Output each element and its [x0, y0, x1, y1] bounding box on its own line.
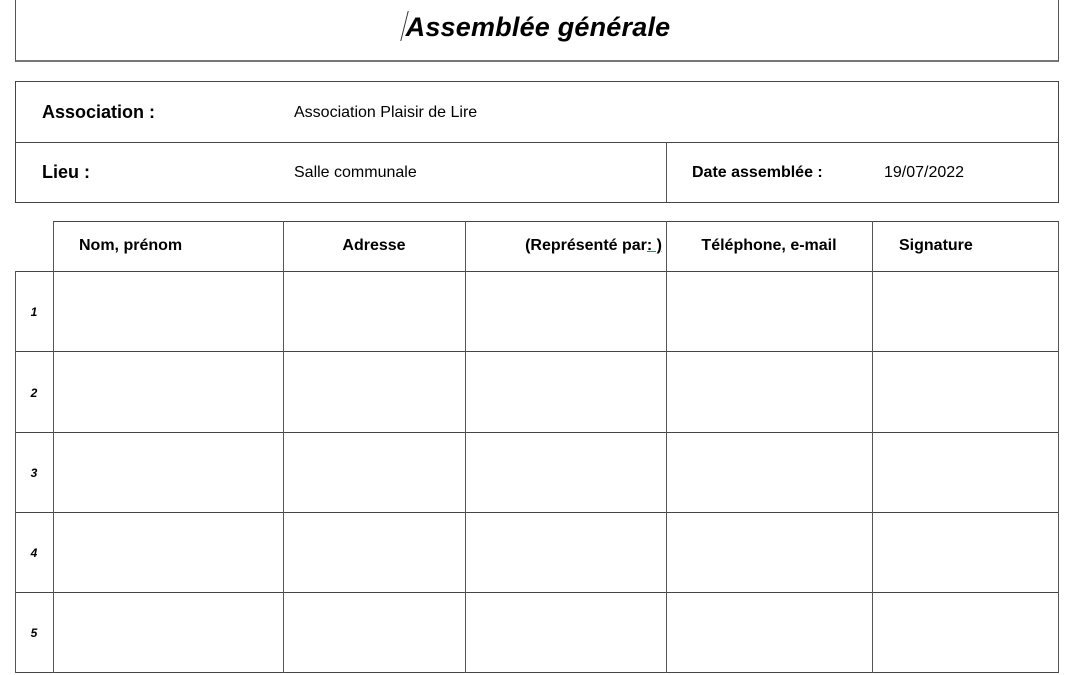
column-header-label: Nom, prénom: [79, 237, 183, 254]
association-value[interactable]: Association Plaisir de Lire: [294, 104, 478, 121]
table-bottom-border: [15, 672, 1059, 673]
table-cell-telephone[interactable]: [666, 271, 872, 351]
table-cell-signature[interactable]: [872, 592, 1058, 672]
row-number: 5: [30, 626, 38, 640]
lieu-label: Lieu :: [42, 162, 90, 182]
table-right-border: [1058, 221, 1059, 673]
table-cell-represente[interactable]: [465, 432, 666, 512]
column-header-nom: [53, 221, 283, 271]
column-header-label: Adresse: [342, 237, 406, 254]
table-cell-telephone[interactable]: [666, 432, 872, 512]
lieu-value[interactable]: Salle communale: [294, 164, 417, 181]
column-header-label: Téléphone, e-mail: [701, 237, 837, 254]
table-cell-signature[interactable]: [872, 271, 1058, 351]
table-cell-telephone[interactable]: [666, 512, 872, 592]
column-header-adresse: [283, 221, 465, 271]
table-cell-nom[interactable]: [53, 271, 283, 351]
date-value[interactable]: 19/07/2022: [884, 164, 965, 181]
table-cell-represente[interactable]: [465, 351, 666, 432]
column-header-signature: [872, 221, 1058, 271]
table-cell-signature[interactable]: [872, 512, 1058, 592]
table-cell-telephone[interactable]: [666, 592, 872, 672]
table-top-border: [53, 221, 1059, 222]
table-cell-represente[interactable]: [465, 271, 666, 351]
table-cell-adresse[interactable]: [283, 512, 465, 592]
column-header-represente: [465, 221, 666, 271]
date-label: Date assemblée :: [692, 164, 823, 181]
row-number: 1: [30, 305, 38, 319]
column-header-label: (Représenté par: [525, 237, 647, 254]
row-number: 4: [30, 546, 38, 560]
table-cell-nom[interactable]: [53, 512, 283, 592]
table-cell-adresse[interactable]: [283, 351, 465, 432]
title-text: Assemblée générale: [405, 12, 671, 42]
column-header-telephone: [666, 221, 872, 271]
table-cell-adresse[interactable]: [283, 432, 465, 512]
association-label: Association :: [42, 102, 156, 122]
table-cell-nom[interactable]: [53, 432, 283, 512]
table-cell-telephone[interactable]: [666, 351, 872, 432]
table-cell-nom[interactable]: [53, 592, 283, 672]
table-cell-represente[interactable]: [465, 592, 666, 672]
row-number: 2: [30, 386, 38, 400]
table-cell-nom[interactable]: [53, 351, 283, 432]
table-cell-signature[interactable]: [872, 432, 1058, 512]
row-number: 3: [30, 466, 38, 480]
table-cell-adresse[interactable]: [283, 271, 465, 351]
represente-link[interactable]: : ): [646, 237, 662, 254]
table-cell-represente[interactable]: [465, 512, 666, 592]
table-cell-signature[interactable]: [872, 351, 1058, 432]
table-cell-adresse[interactable]: [283, 592, 465, 672]
column-header-label: Signature: [899, 237, 973, 254]
